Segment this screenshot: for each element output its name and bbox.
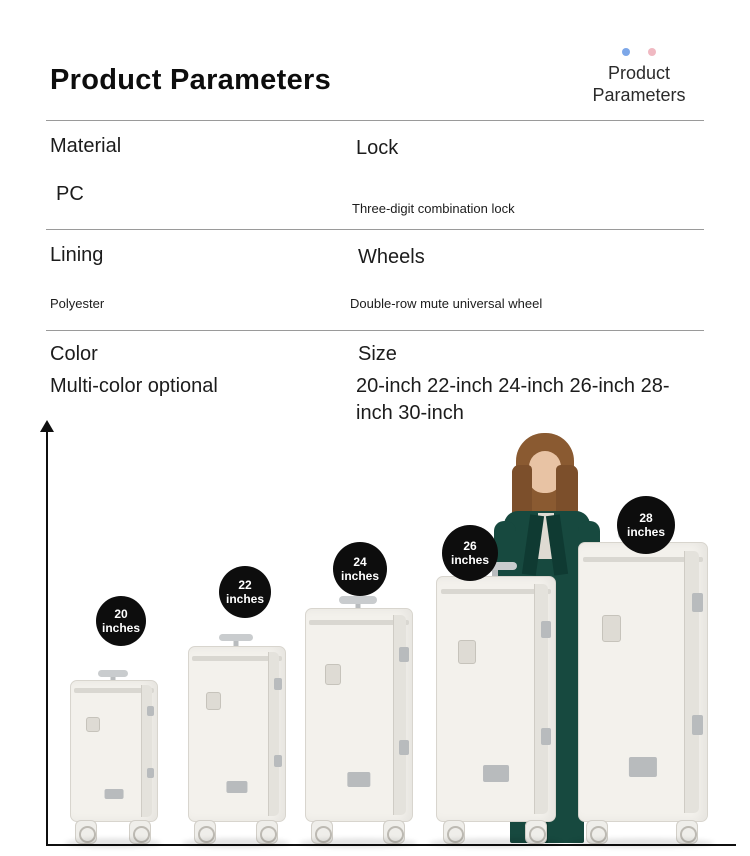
suitcase-body [578,542,708,822]
size-badge-20-number: 20 [114,607,128,621]
size-badge-20-unit: inches [101,621,140,635]
suitcase-front-lock [483,765,509,782]
suitcase-front-lock [347,772,370,787]
suitcase-combination-lock [86,717,99,732]
corner-watermark-line2: Parameters [592,85,686,105]
vertical-axis [46,428,48,846]
parameter-row-material-lock [46,121,704,229]
parameters-table [46,120,704,424]
size-badge-22 [219,566,271,618]
suitcase-body [436,576,556,822]
suitcase-shadow [182,838,290,848]
suitcase-22-inch [188,608,284,844]
size-badge-22-number: 22 [238,578,252,592]
suitcase-side-panel [268,652,280,816]
header [0,0,750,118]
suitcase-shadow [299,838,418,848]
suitcase-shadow [570,838,713,848]
size-badge-24-number: 24 [353,555,367,569]
pink-dot-icon [648,48,656,56]
suitcase-combination-lock [458,640,475,664]
value-size: 20-inch 22-inch 24-inch 26-inch 28-inch 30-inch [356,375,670,424]
suitcase-front-lock [629,757,657,776]
label-wheels: Wheels [358,246,425,268]
suitcase-combination-lock [206,692,220,710]
blue-dot-icon [622,48,630,56]
size-badge-20 [96,596,146,646]
suitcase-latch-top [541,621,552,638]
parameter-row-lining-wheels [46,230,704,330]
corner-watermark [574,62,704,106]
size-badge-26-number: 26 [463,539,477,553]
suitcase-latch-top [692,593,704,612]
suitcase-front-lock [226,781,247,793]
value-lining: Polyester [50,296,105,311]
size-badge-22-unit: inches [225,592,264,606]
size-badge-28-number: 28 [639,511,653,525]
suitcase-combination-lock [602,615,621,642]
size-badge-26-unit: inches [450,553,489,567]
suitcase-latch-bottom [541,728,552,745]
suitcase-body [188,646,286,822]
suitcase-latch-bottom [147,768,155,778]
handle-grip [98,670,128,677]
label-size: Size [358,343,397,365]
suitcase-latch-top [274,678,283,690]
label-lining: Lining [50,244,104,266]
suitcase-body [70,680,158,822]
size-badge-28 [617,496,675,554]
size-badge-28-unit: inches [626,525,665,539]
value-lock: Three-digit combination lock [352,201,515,216]
suitcase-side-panel [393,615,406,814]
value-material: PC [56,183,84,205]
size-comparison-illustration [0,420,750,856]
label-material: Material [50,135,122,157]
label-lock: Lock [356,137,399,159]
suitcase-side-panel [534,584,548,813]
size-badge-26 [442,525,498,581]
suitcase-body [305,608,413,822]
suitcase-latch-top [399,647,409,662]
suitcase-20-inch [70,648,156,844]
handle-grip [219,634,253,641]
value-wheels: Double-row mute universal wheel [350,296,543,311]
suitcase-latch-bottom [692,715,704,734]
handle-grip [339,596,377,604]
size-badge-24-unit: inches [340,569,379,583]
suitcase-latch-bottom [399,740,409,755]
suitcase-shadow [65,838,161,848]
label-color: Color [50,343,98,365]
suitcase-front-lock [105,789,124,799]
suitcase-side-panel [684,551,699,812]
suitcase-latch-top [147,706,155,716]
suitcase-24-inch [305,566,411,844]
corner-watermark-line1: Product [607,63,671,83]
suitcase-shadow [429,838,561,848]
suitcase-combination-lock [325,664,341,685]
value-color: Multi-color optional [50,375,218,397]
size-badge-24 [333,542,387,596]
parameter-row-color-size [46,331,704,424]
suitcase-side-panel [141,685,151,817]
suitcase-latch-bottom [274,755,283,767]
decorative-dots [622,48,666,58]
page-title: Product Parameters [50,64,332,96]
